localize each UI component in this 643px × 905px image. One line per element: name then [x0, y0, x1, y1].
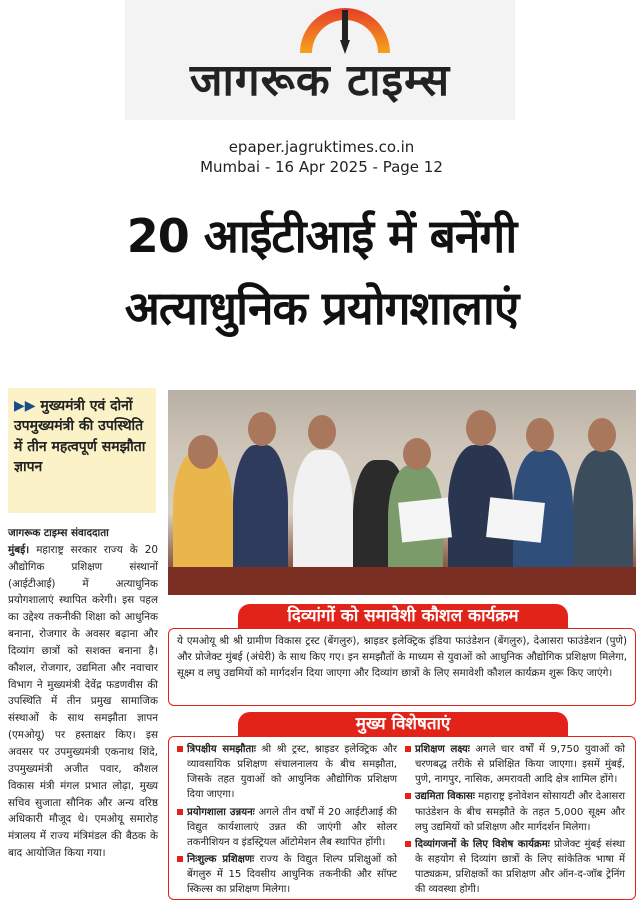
signing-table [168, 567, 636, 595]
inclusive-skills-box [168, 628, 636, 706]
key-features-box [168, 736, 636, 900]
edition-line: Mumbai - 16 Apr 2025 - Page 12 [200, 158, 443, 176]
feature-item: दिव्यांगजनों के लिए विशेष कार्यक्रमः प्रोजेक्ट मुंबई संस्था के सहयोग से दिव्यांग छात्रों के लिए सांकेतिक भाषा में पाठ्यक्रम, प्रशिक्षकों का प्रशिक्षण और ऑन-द-जॉब ट्रेनिंग की व्यवस्था होगी। [405, 837, 625, 898]
dateline: मुंबई। [8, 543, 30, 556]
headline-line-1: 20 आईटीआई में बनेंगी [126, 209, 517, 263]
byline: जागरूक टाइम्स संवाददाता [8, 527, 109, 539]
feature-item: उद्यमिता विकासः महाराष्ट्र इनोवेशन सोसायटी और देआसरा फाउंडेशन के बीच समझौते के तहत 5,000 सूक्ष्म और लघु उद्यमियों को प्रशिक्षण और मार्गदर्शन मिलेगा। [405, 789, 625, 834]
feature-item: प्रयोगशाला उन्नयनः अगले तीन वर्षों में 20 आईटीआई की विद्युत कार्यशालाएं उन्नत की जाएंगी और सोलर तकनीशियन व इंडस्ट्रियल ऑटोमेशन लैब स्थापित होंगी। [177, 805, 397, 850]
highlight-text: मुख्यमंत्री एवं दोनों उपमुख्यमंत्री की उपस्थिति में तीन महत्वपूर्ण समझौता ज्ञापन [14, 398, 146, 475]
feature-item: निःशुल्क प्रशिक्षणः राज्य के विद्युत शिल्प प्रशिक्षुओं को बेंगलुरु में 15 दिवसीय आधुनिक तकनीकी और सॉफ्ट स्किल्स का प्रशिक्षण मिलेगा। [177, 852, 397, 897]
feature-item: त्रिपक्षीय समझौताः श्री श्री ट्रस्ट, श्नाइडर इलेक्ट्रिक और व्यावसायिक प्रशिक्षण संचालनालय के बीच समझौता, जिसके तहत युवाओं को आधुनिक औद्योगिक प्रशिक्षण दिया जाएगा। [177, 742, 397, 803]
headline-line-2: अत्याधुनिक प्रयोगशालाएं [124, 281, 519, 335]
story-body [8, 525, 158, 862]
story-text: महाराष्ट्र सरकार राज्य के 20 औद्योगिक प्रशिक्षण संस्थानों (आईटीआई) में अत्याधुनिक प्रयोगशालाएं स्थापित करेगी। इस पहल का उद्देश्य तकनीकी शिक्षा को आधुनिक बनाना, रोजगार के अवसर बढ़ाना और दिव्यांग छात्रों को सशक्त बनाना है। कौशल, रोजगार, उद्यमिता और नवाचार विभाग ने मुख्यमंत्री देवेंद्र फडणवीस की उपस्थिति में तीन प्रमुख सामाजिक संस्थाओं के साथ समझौता ज्ञापन (एमओयू) पर हस्ताक्षर किए। इस अवसर पर उपमुख्यमंत्री एकनाथ शिंदे, उपमुख्यमंत्री अजीत पवार, कौशल विकास मंत्री मंगल प्रभात लोढ़ा, मुख्य सचिव सुजाता सौनिक और अन्य वरिष्ठ अधिकारी मौजूद थे। एमओयू समारोह मंत्रालय में राज्य मंत्रिमंडल की बैठक के बाद आयोजित किया गया। [8, 543, 158, 860]
mou-signing-photo [168, 390, 636, 595]
epaper-url[interactable]: epaper.jagruktimes.co.in [228, 138, 415, 156]
newspaper-logo: जागरूक टाइम्स [189, 55, 451, 106]
double-arrow-icon: ▶▶ [14, 398, 36, 414]
section-heading-key-features: मुख्य विशेषताएं [238, 712, 568, 736]
inclusive-skills-text: ये एमओयू श्री श्री ग्रामीण विकास ट्रस्ट (बेंगलुरु), श्नाइडर इलेक्ट्रिक इंडिया फाउंडेशन (बेंगलुरु), देआसरा फाउंडेशन (पुणे) और प्रोजेक्ट मुंबई (अंधेरी) के साथ किए गए। इन समझौतों के माध्यम से युवाओं को आधुनिक औद्योगिक प्रशिक्षण मिलेगा, सूक्ष्म व लघु उद्यमियों को मार्गदर्शन दिया जाएगा और दिव्यांग छात्रों के लिए समावेशी कौशल कार्यक्रम शुरू किए जाएंगे। [177, 635, 627, 679]
feature-item: प्रशिक्षण लक्ष्यः अगले चार वर्षों में 9,750 युवाओं को चरणबद्ध तरीके से प्रशिक्षित किया जाएगा। इसमें मुंबई, पुणे, नागपुर, नासिक, अमरावती आदि क्षेत्र शामिल होंगे। [405, 742, 625, 787]
highlight-box [8, 388, 156, 513]
section-heading-inclusive-skills: दिव्यांगों को समावेशी कौशल कार्यक्रम [238, 604, 568, 628]
